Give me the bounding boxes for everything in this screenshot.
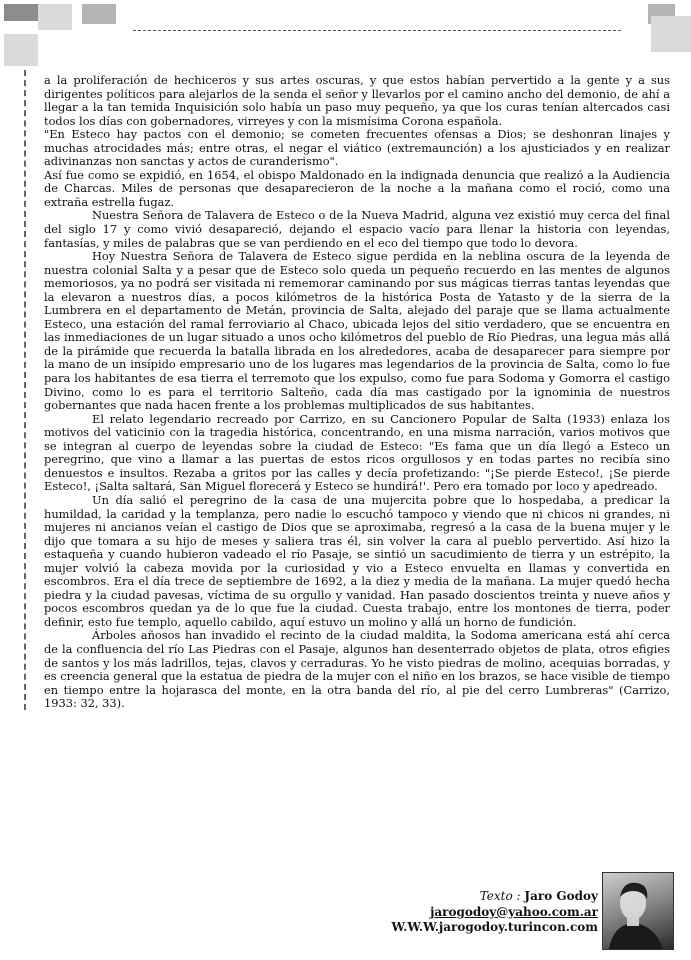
article-paragraph: Un día salió el peregrino de la casa de una mujercita pobre que lo hospedaba, a predicar la humildad, la caridad y la templanza, pero nadie lo escuchó tampoco y viendo que ni chicos ni grandes, ni mujeres ni ancianos veían el castigo de Dios que se aproximaba, regresó a la casa de la buena mujer y le dijo que tomara a su hijo de meses y saliera tras él, sin volver la cara al pueblo pervertido. Así hizo la estaqueña y cuando hubieron vadeado el río Pasaje, se sintió un sacudimiento de tierra y un estrépito, la mujer volvió la cabeza movida por la curiosidad y vio a Esteco envuelta en llamas y convertida en escombros. Era el día trece de septiembre de 1692, a la diez y media de la mañana. La mujer quedó hecha piedra y la ciudad pavesas, víctima de su orgullo y vanidad. Han pasado doscientos treinta y nueve años y pocos escombros quedan ya de lo que fue la ciudad. Cuesta trabajo, entre los montones de tierra, poder definir, esto fue templo, aquello cabildo, aquí estuvo un molino y allá un horno de fundición. (44, 492, 670, 629)
author-email-link[interactable]: jarogodoy@yahoo.com.ar (430, 904, 598, 919)
article-paragraph: El relato legendario recreado por Carrizo, en su Cancionero Popular de Salta (1933) enlaza los motivos del vaticinio con la tragedia histórica, concentrando, en una misma narración, varios motivos que se integran al cuerpo de leyendas sobre la ciudad de Esteco: "Es fama que un día llegó a Esteco un peregrino, que vino a llamar a las puertas de estos ricos orgullosos y en todas partes no recibía sino denuestos e insultos. Rezaba a gritos por las calles y decía profetizando: "¡Se pierde Esteco!, ¡Se pierde Esteco!, ¡Salta saltará, San Miguel florecerá y Esteco se hundirá!'. Pero era tomado por loco y apedreado. (44, 411, 670, 494)
author-name: Jaro Godoy (524, 889, 598, 903)
portrait-silhouette-icon (603, 873, 673, 949)
article-body (44, 74, 670, 711)
credit-label: Texto : (479, 889, 521, 903)
decor-square (651, 16, 691, 52)
header-divider (133, 30, 621, 31)
author-website: W.W.W.jarogodoy.turincon.com (391, 920, 598, 934)
decor-square (38, 4, 72, 30)
article-paragraph: Árboles añosos han invadido el recinto de la ciudad maldita, la Sodoma americana está ahí cerca de la confluencia del río Las Piedras con el Pasaje, algunos han desenterrado objetos de plata, otros efigies de santos y los más ladrillos, tejas, clavos y cerraduras. Yo he visto piedras de molino, acequias borradas, y es creencia general que la estatua de piedra de la mujer con el niño en los brazos, se hace visible de tiempo en tiempo entre la hojarasca del monte, en la otra banda del río, al pie del cerro Lumbreras" (Carrizo, 1933: 32, 33). (44, 628, 670, 711)
author-credit (392, 889, 598, 936)
article-paragraph: Hoy Nuestra Señora de Talavera de Esteco sigue perdida en la neblina oscura de la leyenda de nuestra colonial Salta y a pesar que de Esteco solo queda un pequeño recuerdo en las mentes de algunos memoriosos, ya no podrá ser visitada ni rememorar caminando por sus mágicas tierras tantas leyendas que la elevaron a nuestros días, a pocos kilómetros de la histórica Posta de Yatasto y de la sierra de la Lumbrera en el departamento de Metán, provincia de Salta, alejado del paraje que se llama actualmente Esteco, una estación del ramal ferroviario al Chaco, ubicada lejos del sitio verdadero, que se encuentra en las inmediaciones de un lugar situado a unos ocho kilómetros del pueblo de Río Piedras, una legua más allá de la pirámide que recuerda la batalla librada en los alrededores, acaba de desaparecer para siempre por la mano de un insípido empresario uno de los lugares mas legendarios de la provincia de Salta, como lo fue para los habitantes de esa tierra el terremoto que los expulso, como fue para Sodoma y Gomorra el castigo Divino, como lo es para el territorio Salteño, cada día mas castigado por la ignominia de nuestros gobernantes que nada hacen frente a los problemas multiplicados de sus habitantes. (44, 249, 670, 413)
article-paragraph: "En Esteco hay pactos con el demonio; se cometen frecuentes ofensas a Dios; se deshonran linajes y muchas atrocidades más; entre otras, el negar el viático (extremaunción) a los ajusticiados y en realizar adivinanzas non sanctas y actos de curanderismo". (44, 127, 670, 169)
article-paragraph: Nuestra Señora de Talavera de Esteco o de la Nueva Madrid, alguna vez existió muy cerca del final del siglo 17 y como vivió desapareció, dejando el espacio vacío para llenar la historia con leyendas, fantasías, y miles de palabras que se van perdiendo en el eco del tiempo que todo lo devora. (44, 208, 670, 250)
decor-square (82, 4, 116, 24)
decor-square (4, 4, 38, 21)
margin-divider (24, 70, 26, 710)
article-paragraph: Así fue como se expidió, en 1654, el obispo Maldonado en la indignada denuncia que realizó a la Audiencia de Charcas. Miles de personas que desaparecieron de la noche a la mañana como el roció, como una extraña estrella fugaz. (44, 167, 670, 209)
decor-square (4, 34, 38, 66)
author-line (392, 889, 598, 905)
article-paragraph: a la proliferación de hechiceros y sus artes oscuras, y que estos habían pervertido a la gente y a sus dirigentes políticos para alejarlos de la senda el señor y llevarlos por el camino ancho del demonio, de ahí a llegar a la tan temida Inquisición solo había un paso muy pequeño, ya que los curas tenían altercados casi todos los días con gobernadores, virreyes y con la mismísima Corona española. (44, 73, 670, 128)
author-photo (602, 872, 674, 950)
